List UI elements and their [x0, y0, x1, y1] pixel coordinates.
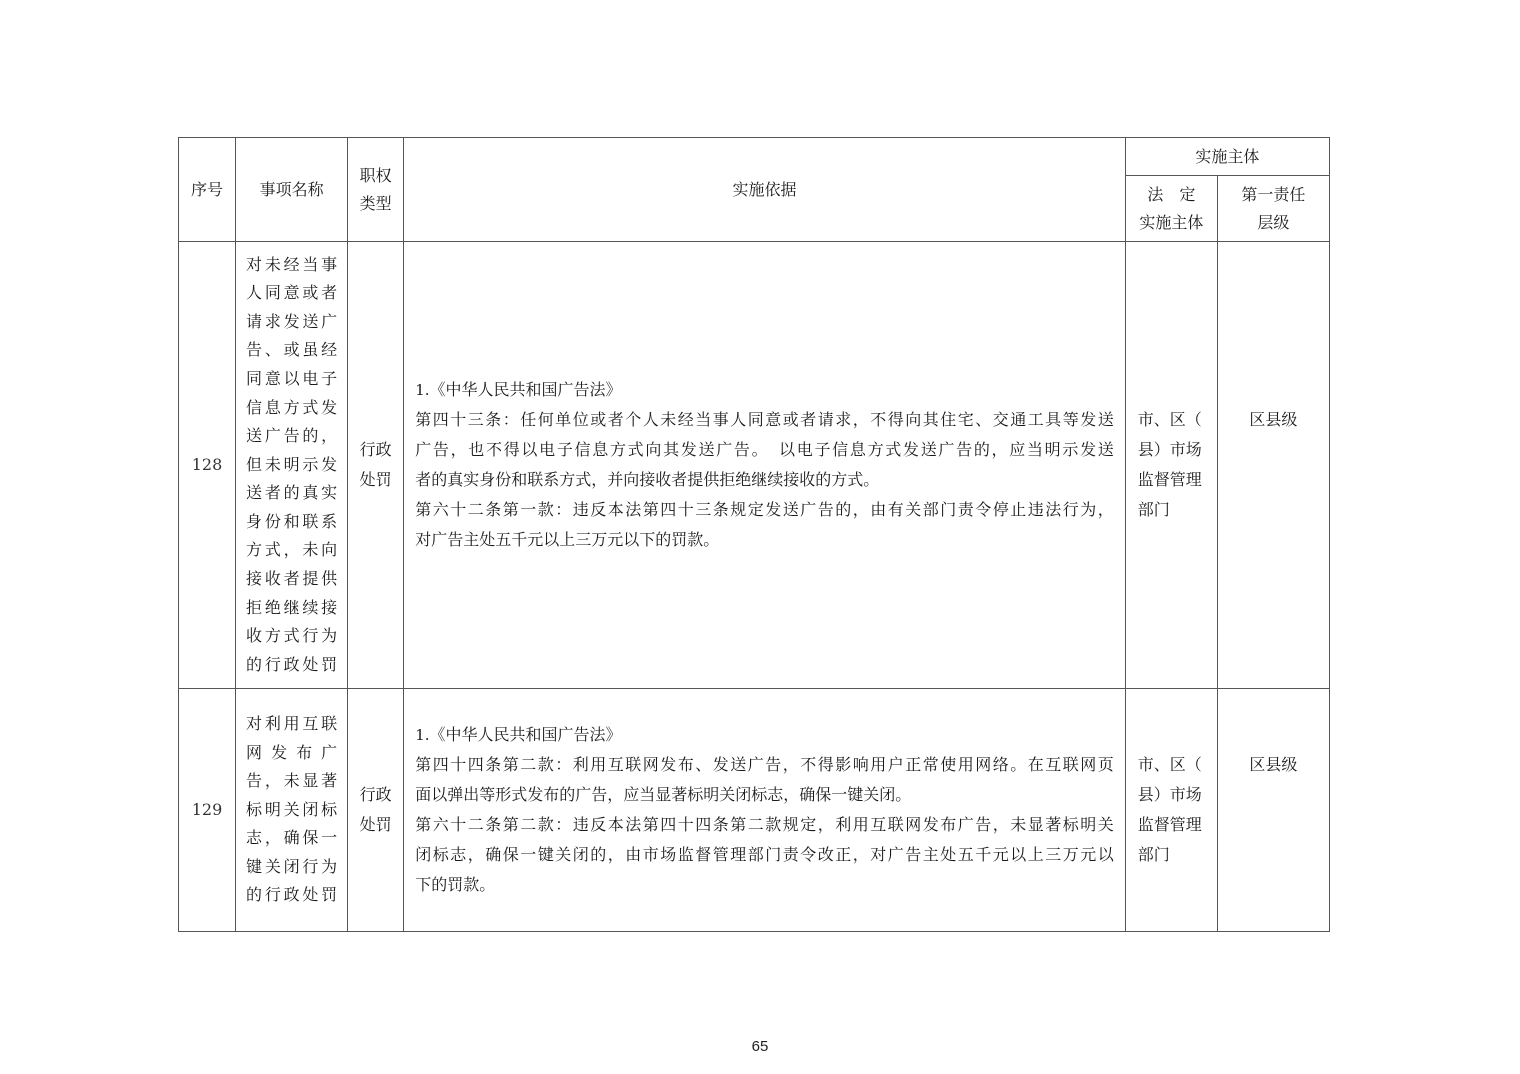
basis-line: 广告，也不得以电子信息方式向其发送广告。 以电子信息方式发送广告的，应当明示发送 — [415, 440, 1114, 459]
row-number — [179, 242, 236, 689]
power-type — [348, 242, 404, 689]
header-level-line2: 层级 — [1257, 212, 1290, 232]
item-name — [236, 242, 348, 689]
header-first-responsibility — [1217, 176, 1329, 242]
header-name — [236, 138, 348, 242]
power-type-line2: 处罚 — [359, 815, 392, 834]
item-name-line: 送广告的， — [246, 426, 338, 446]
basis-law-name: 《中华人民共和国广告法》 — [429, 380, 622, 399]
legal-subject — [1125, 242, 1217, 689]
header-legal-line2: 实施主体 — [1139, 212, 1204, 232]
header-legal-line1: 法 定 — [1147, 184, 1196, 204]
header-no-label: 序号 — [191, 179, 224, 199]
item-name-line: 对利用互联 — [246, 713, 338, 733]
basis-line: 下的罚款。 — [415, 875, 496, 894]
item-name-line: 键关闭行为 — [246, 856, 338, 876]
legal-subject-line: 部门 — [1137, 500, 1170, 519]
item-name-line: 的行政处罚 — [246, 885, 338, 905]
legal-basis — [404, 689, 1126, 932]
item-name-line: 标明关闭标 — [246, 799, 338, 819]
header-basis — [404, 138, 1126, 242]
header-name-label: 事项名称 — [259, 179, 324, 199]
responsibility-level-value: 区县级 — [1249, 755, 1298, 774]
row-number — [179, 689, 236, 932]
item-name-line: 对未经当事 — [246, 254, 338, 274]
item-name-line: 信息方式发 — [246, 397, 338, 417]
basis-law-title — [415, 375, 1114, 405]
basis-law-number: 1. — [415, 726, 430, 744]
item-name-line: 志，确保一 — [246, 828, 338, 848]
legal-subject-line: 监督管理 — [1137, 470, 1202, 489]
header-type — [348, 138, 404, 242]
item-name-line: 同意以电子 — [246, 368, 338, 388]
row-number-value: 128 — [191, 455, 223, 474]
basis-line: 第六十二条第一款：违反本法第四十三条规定发送广告的，由有关部门责令停止违法行为， — [415, 500, 1114, 519]
item-name-line: 但未明示发 — [246, 454, 338, 474]
power-type — [348, 689, 404, 932]
item-name-line: 告，未显著 — [246, 771, 338, 791]
basis-line: 者的真实身份和联系方式，并向接收者提供拒绝继续接收的方式。 — [415, 470, 880, 489]
legal-subject-line: 监督管理 — [1137, 815, 1202, 834]
header-type-line2: 类型 — [359, 193, 392, 213]
page-number: 65 — [751, 1038, 769, 1055]
item-name-line: 接收者提供 — [246, 569, 338, 589]
legal-subject-line: 部门 — [1137, 845, 1170, 864]
table-row — [179, 242, 1330, 689]
header-basis-label: 实施依据 — [732, 179, 797, 199]
basis-line: 闭标志，确保一键关闭的，由市场监督管理部门责令改正，对广告主处五千元以上三万元以 — [415, 845, 1114, 864]
basis-line: 第四十三条：任何单位或者个人未经当事人同意或者请求，不得向其住宅、交通工具等发送 — [415, 410, 1114, 429]
item-name-line: 告、或虽经 — [246, 340, 338, 360]
power-type-line1: 行政 — [359, 785, 392, 804]
basis-law-title — [415, 720, 1114, 750]
legal-subject-line: 市、区（ — [1137, 410, 1202, 429]
header-level-line1: 第一责任 — [1241, 184, 1306, 204]
basis-line: 第六十二条第二款：违反本法第四十四条第二款规定，利用互联网发布广告，未显著标明关 — [415, 815, 1114, 834]
item-name-line: 送者的真实 — [246, 483, 338, 503]
header-legal-subject — [1125, 176, 1217, 242]
power-type-line1: 行政 — [359, 440, 392, 459]
responsibility-level — [1217, 689, 1329, 932]
table-row — [179, 689, 1330, 932]
item-name — [236, 689, 348, 932]
basis-law-number: 1. — [415, 381, 430, 399]
responsibility-level — [1217, 242, 1329, 689]
legal-subject-line: 市、区（ — [1137, 755, 1202, 774]
item-name-line: 身份和联系 — [246, 511, 338, 531]
header-type-line1: 职权 — [359, 165, 392, 185]
header-no — [179, 138, 236, 242]
legal-subject-line: 县）市场 — [1137, 440, 1202, 459]
item-name-line: 方式，未向 — [246, 540, 338, 560]
power-type-line2: 处罚 — [359, 470, 392, 489]
basis-line: 面以弹出等形式发布的广告，应当显著标明关闭标志，确保一键关闭。 — [415, 785, 912, 804]
item-name-line: 请求发送广 — [246, 311, 338, 331]
row-number-value: 129 — [191, 800, 223, 819]
item-name-line: 网发布广 — [246, 742, 338, 762]
item-name-line: 拒绝继续接 — [246, 597, 338, 617]
item-name-line: 人同意或者 — [246, 283, 338, 303]
regulation-table — [178, 137, 1330, 932]
basis-law-name: 《中华人民共和国广告法》 — [429, 725, 622, 744]
legal-basis — [404, 242, 1126, 689]
header-subject-group-label: 实施主体 — [1195, 146, 1260, 166]
legal-subject-line: 县）市场 — [1137, 785, 1202, 804]
responsibility-level-value: 区县级 — [1249, 410, 1298, 429]
table-header-row — [179, 138, 1330, 176]
basis-line: 对广告主处五千元以上三万元以下的罚款。 — [415, 530, 720, 549]
basis-line: 第四十四条第二款：利用互联网发布、发送广告，不得影响用户正常使用网络。在互联网页 — [415, 755, 1114, 774]
header-subject-group — [1125, 138, 1329, 176]
item-name-line: 的行政处罚 — [246, 654, 338, 674]
item-name-line: 收方式行为 — [246, 626, 338, 646]
legal-subject — [1125, 689, 1217, 932]
